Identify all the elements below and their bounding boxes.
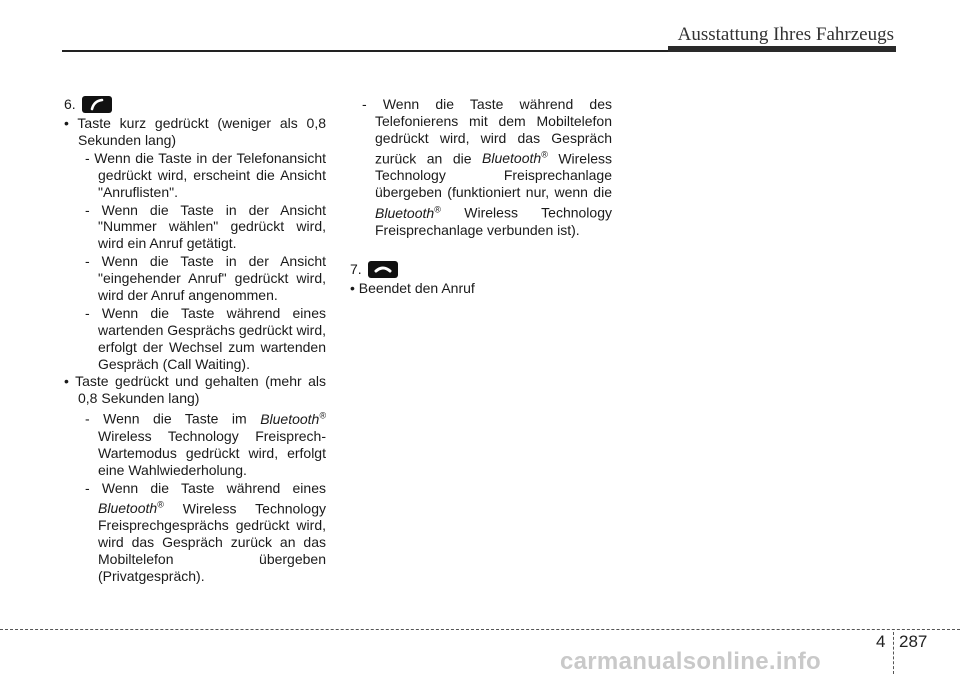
- item-6-number: 6.: [64, 96, 76, 113]
- bluetooth-term: Bluetooth: [260, 411, 320, 428]
- registered-mark: ®: [319, 410, 326, 421]
- chapter-number: 4: [876, 632, 886, 651]
- sub-text: - Wenn die Taste im: [85, 411, 261, 428]
- phone-call-icon: [82, 96, 112, 113]
- bluetooth-term: Bluetooth: [98, 500, 158, 517]
- watermark: carmanualsonline.info: [560, 648, 822, 675]
- sub-item: - Wenn die Taste während eines wartenden Gesprächs gedrückt wird, erfolgt der Wechsel zum wartenden Gespräch (Call Waiting).: [85, 304, 326, 372]
- right-column: [350, 96, 612, 296]
- sub-item-handsfree-transfer: [362, 96, 612, 239]
- header-title: Ausstattung Ihres Fahrzeugs: [677, 24, 894, 45]
- registered-mark: ®: [541, 149, 548, 160]
- page-number: 287: [899, 632, 928, 651]
- footer-rule: [0, 629, 960, 630]
- bullet-short-press: • Taste kurz gedrückt (weniger als 0,8 Sekunden lang): [64, 115, 326, 148]
- sub-text: Wireless Technology Freisprechanlage übergeben (funktioniert nur, wenn die: [375, 150, 612, 201]
- sub-item-redial: [76, 407, 326, 478]
- bluetooth-term: Bluetooth: [482, 150, 542, 167]
- registered-mark: ®: [157, 499, 164, 510]
- item-7-number: 7.: [350, 260, 362, 277]
- bullet-end-call: • Beendet den Anruf: [350, 279, 475, 296]
- bluetooth-term: Bluetooth: [375, 204, 435, 221]
- sub-item: - Wenn die Taste in der Telefonansicht gedrückt wird, erscheint die Ansicht "Anruflisten".: [85, 149, 326, 200]
- item-6-heading: [64, 96, 326, 113]
- left-column: [64, 96, 326, 585]
- sub-text: Wireless Technology Freisprechgesprächs gedrückt wird, wird das Gespräch zurück an das Mobiltelefon übergeben (Privatgespräch).: [98, 500, 326, 584]
- sub-item-private-call: [76, 480, 326, 585]
- bullet-long-press: • Taste gedrückt und gehalten (mehr als 0,8 Sekunden lang): [64, 372, 326, 406]
- sub-text: - Wenn die Taste während des Telefonierens mit dem Mobiltelefon gedrückt wird, wird das Gespräch zurück an die: [362, 96, 612, 167]
- footer-divider: [893, 632, 894, 674]
- registered-mark: ®: [434, 204, 441, 215]
- sub-text: Wireless Technology Freisprechanlage verbunden ist).: [375, 204, 612, 238]
- sub-item: - Wenn die Taste in der Ansicht "eingehender Anruf" gedrückt wird, wird der Anruf angenommen.: [85, 253, 326, 304]
- header-rule-accent: [668, 46, 896, 52]
- item-7-heading: [350, 261, 612, 278]
- phone-end-icon: [368, 261, 398, 278]
- sub-item: - Wenn die Taste in der Ansicht "Nummer wählen" gedrückt wird, wird ein Anruf getätigt.: [85, 201, 326, 252]
- sub-text: Wireless Technology Freisprech-Wartemodus gedrückt wird, erfolgt eine Wahlwiederholung.: [98, 427, 326, 478]
- sub-text: - Wenn die Taste während eines: [85, 479, 326, 496]
- header-rule: [62, 50, 670, 52]
